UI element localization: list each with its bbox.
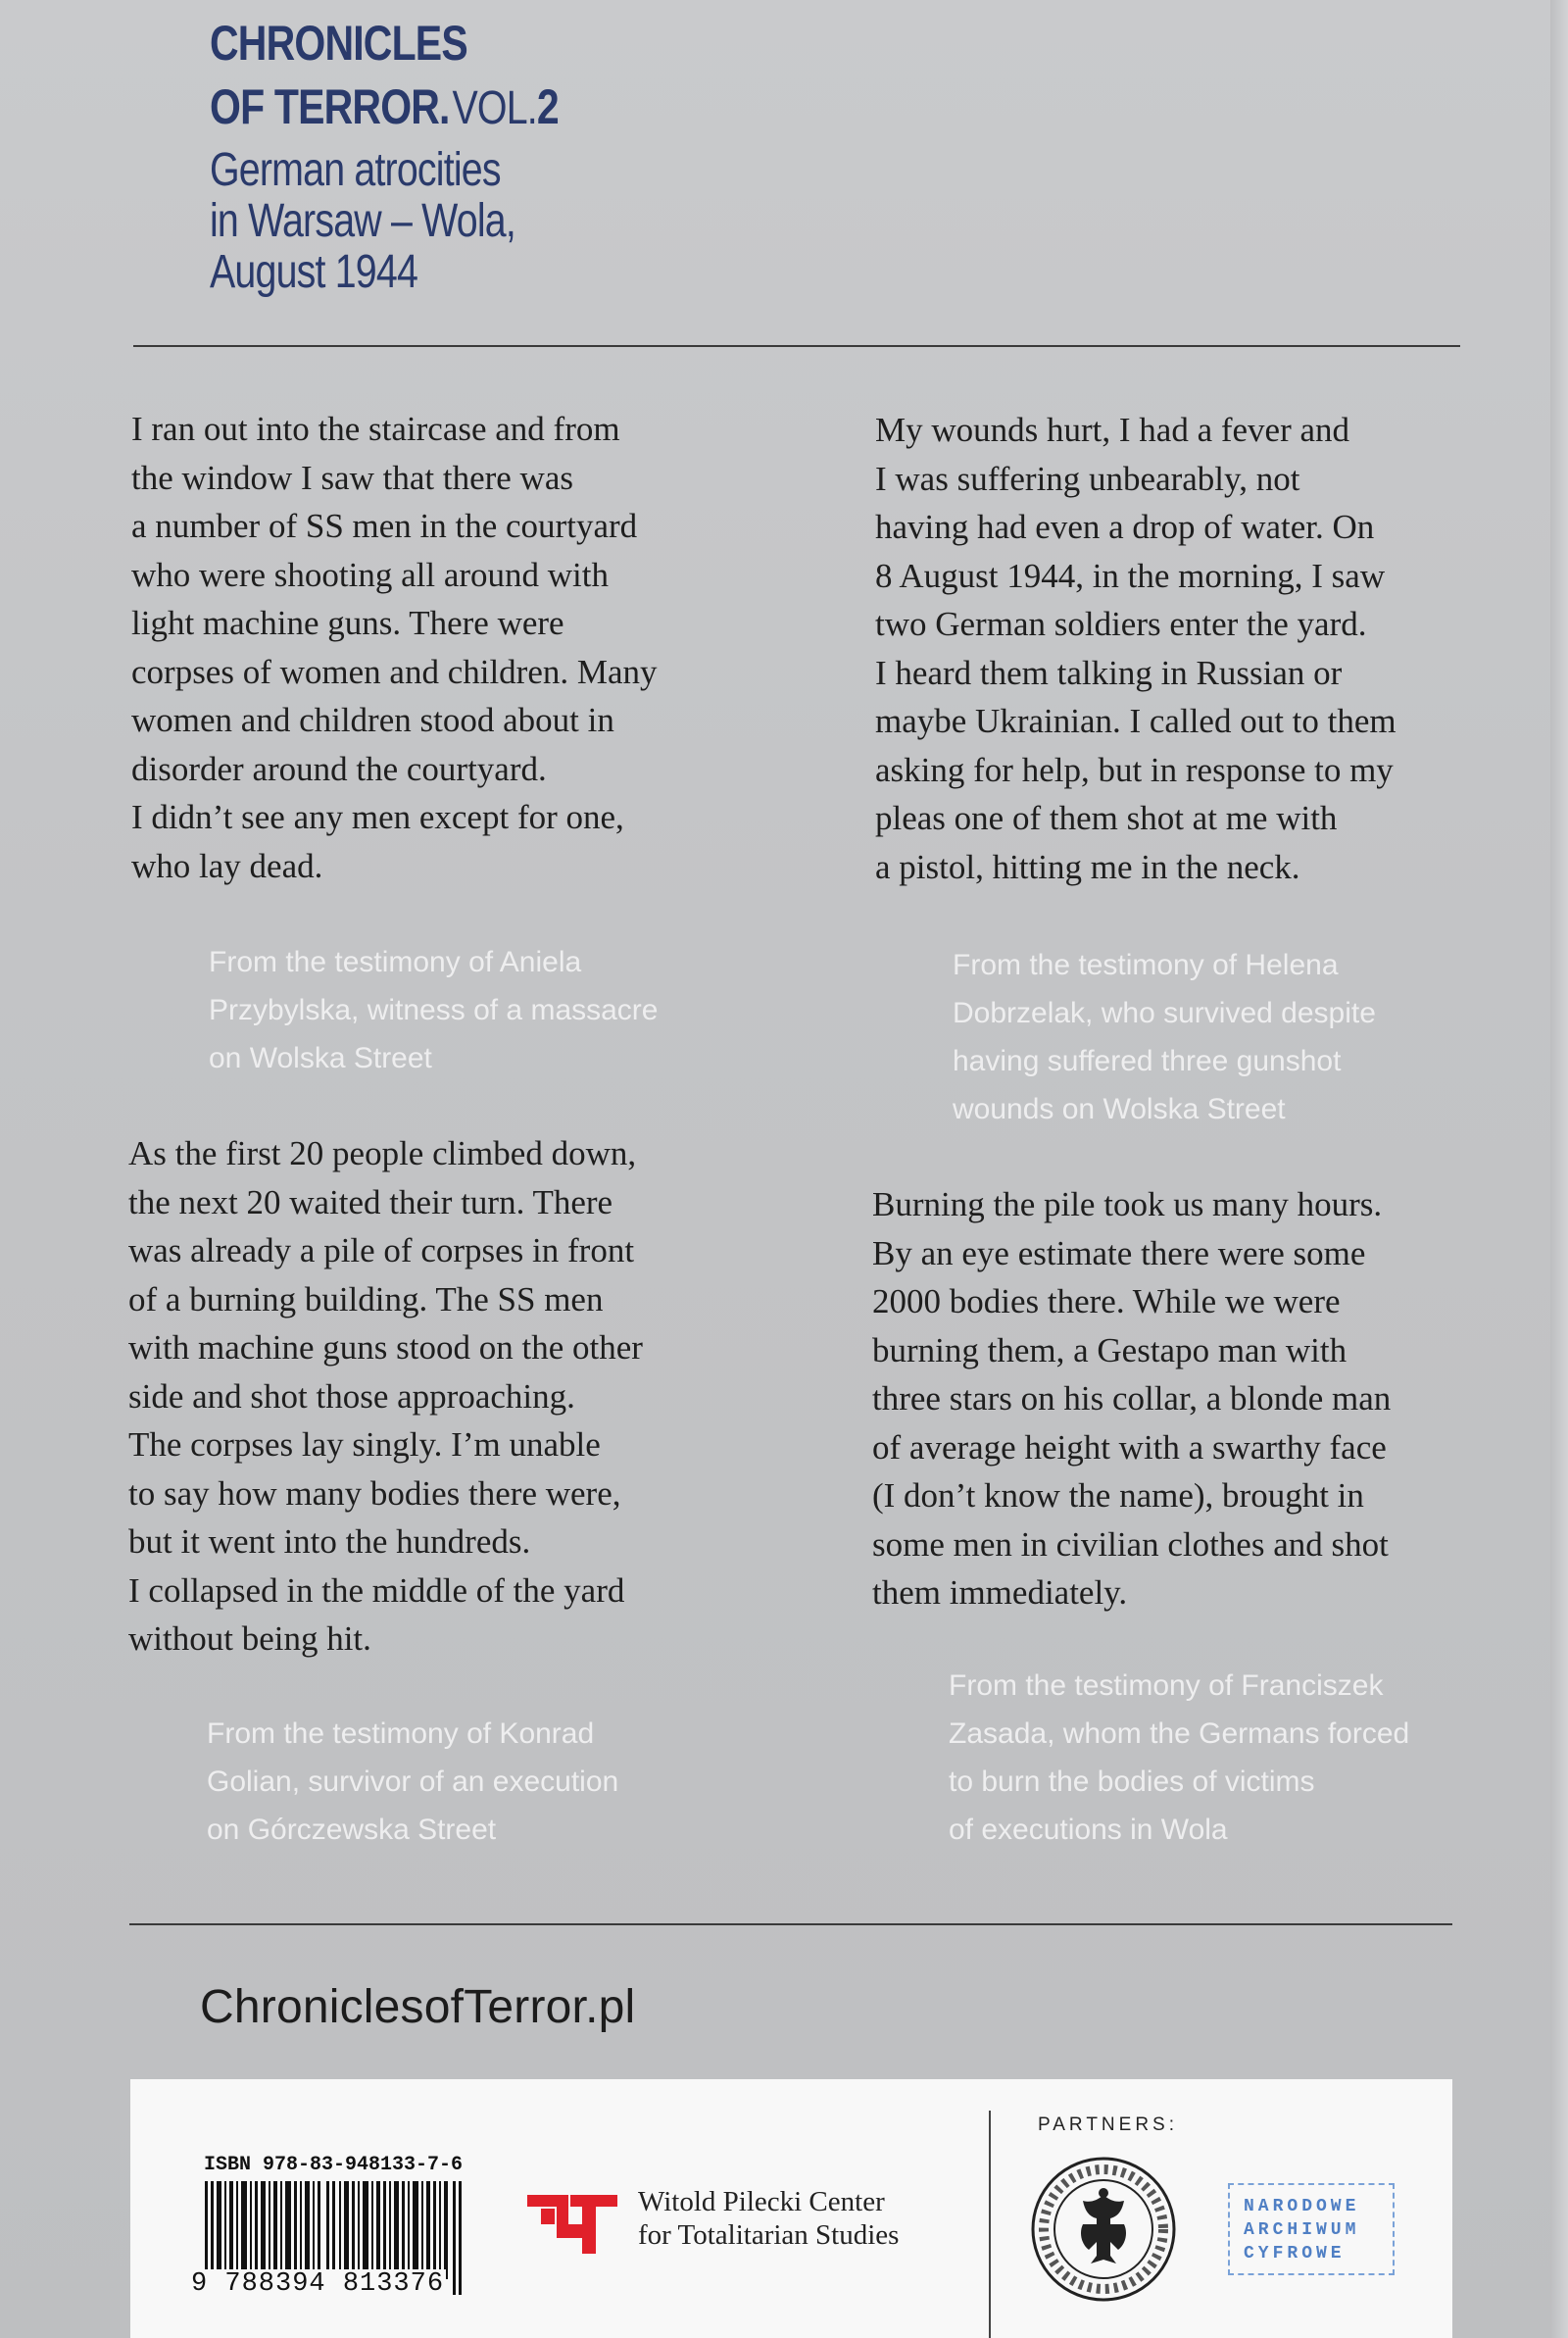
quote-text: I ran out into the staircase and from the window I saw that there was a number of SS men in the courtyard who were shooting all around with light machine guns. There were corpses of women and children. Many women and children stood about in disorder around the courtyard. I didn’t see any men except for one, who lay dead. xyxy=(131,410,658,885)
partners-label: PARTNERS: xyxy=(1038,2114,1178,2135)
quote-source: From the testimony of Helena Dobrzelak, who survived despite having suffered three gunshot wounds on Wolska Street xyxy=(953,949,1376,1125)
national-digital-archive-logo: NARODOWE ARCHIWUM CYFROWE xyxy=(1228,2183,1395,2275)
book-title xyxy=(210,18,559,298)
pilecki-center-logo-icon xyxy=(527,2195,617,2254)
title-line-2: OF TERROR. xyxy=(210,79,450,134)
quote-block xyxy=(128,1129,756,1664)
barcode-number: 9 788394 813376 xyxy=(191,2269,445,2299)
quote-block xyxy=(872,1180,1499,1617)
quote-text: As the first 20 people climbed down, the next 20 waited their turn. There was already a pile of corpses in front of a burning building. The SS men with machine guns stood on the other side and shot those approaching. The corpses lay singly. I’m unable to say how many bodies there were, but it went into the hundreds. I collapsed in the middle of the yard without being hit. xyxy=(128,1134,643,1658)
subtitle-line-3: August 1944 xyxy=(210,246,418,298)
quote-source: From the testimony of Konrad Golian, survivor of an execution on Górczewska Street xyxy=(207,1717,619,1846)
quote-source: From the testimony of Franciszek Zasada, whom the Germans forced to burn the bodies of victims of executions in Wola xyxy=(949,1669,1410,1846)
title-line-1: CHRONICLES xyxy=(210,16,467,71)
quote-block xyxy=(875,406,1502,891)
quote-source: From the testimony of Aniela Przybylska, witness of a massacre on Wolska Street xyxy=(209,946,659,1074)
website-link[interactable]: ChroniclesofTerror.pl xyxy=(200,1981,636,2033)
quote-text: My wounds hurt, I had a fever and I was suffering unbearably, not having had even a drop of water. On 8 August 1944, in the morning, I saw two German soldiers enter the yard. I heard them talking in Russian or maybe Ukrainian. I called out to them asking for help, but in response to my pleas one of them shot at me with a pistol, hitting me in the neck. xyxy=(875,411,1396,886)
subtitle-line-2: in Warsaw – Wola, xyxy=(210,195,515,247)
volume-label: VOL. xyxy=(452,82,537,134)
isbn-label: ISBN 978-83-948133-7-6 xyxy=(204,2154,464,2176)
publisher-name: Witold Pilecki Center for Totalitarian Studies xyxy=(638,2186,900,2251)
page-edge xyxy=(1550,0,1568,2338)
ipn-seal-icon xyxy=(1028,2154,1179,2305)
footer-divider xyxy=(989,2111,991,2338)
quote-block xyxy=(131,405,759,890)
bottom-divider xyxy=(129,1923,1452,1925)
footer-panel xyxy=(130,2079,1452,2338)
subtitle-line-1: German atrocities xyxy=(210,144,501,196)
top-divider xyxy=(133,345,1460,347)
volume-number: 2 xyxy=(536,79,559,134)
quote-text: Burning the pile took us many hours. By an eye estimate there were some 2000 bodies there. While we were burning them, a Gestapo man with three stars on his collar, a blonde man of average height with a swarthy face (I don’t know the name), brought in some men in civilian clothes and shot them immediately. xyxy=(872,1185,1392,1612)
